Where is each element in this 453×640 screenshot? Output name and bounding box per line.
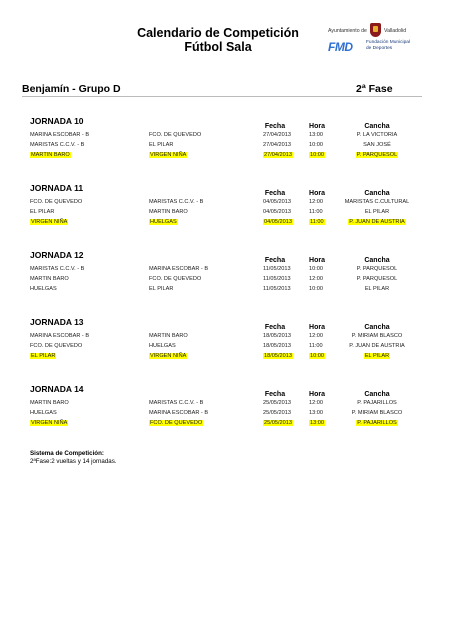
logo-fundacion-line2: de Deportes [366,45,393,51]
match-visitor-team: FCO. DE QUEVEDO [149,276,202,282]
match-venue-cell [322,132,432,138]
match-date: 11/05/2013 [263,266,291,272]
match-venue: P. PARQUESOL [356,276,398,282]
match-local-team: HUELGAS [30,286,57,292]
column-header-hora: Hora [309,324,325,331]
match-date-cell [263,343,291,349]
column-header-hora: Hora [309,257,325,264]
match-visitor-team: HUELGAS [150,219,177,225]
match-visitor-team-cell [149,420,203,426]
match-venue-cell [322,333,432,339]
match-time: 10:00 [309,142,323,148]
header-divider [22,96,422,97]
match-time-cell [309,199,323,205]
match-row [0,286,453,296]
match-local-team: FCO. DE QUEVEDO [30,199,83,205]
match-visitor-team: FCO. DE QUEVEDO [149,132,202,138]
match-venue: P. PAJARILLOS [357,420,397,426]
match-time: 12:00 [309,400,323,406]
crest-icon [370,23,381,37]
match-visitor-team-cell [149,142,173,148]
match-visitor-team: MARINA ESCOBAR - B [149,410,209,416]
match-venue-cell [322,343,432,349]
match-local-team: VIRGEN NIÑA [31,420,68,426]
match-visitor-team: HUELGAS [149,343,176,349]
match-local-team: EL PILAR [31,353,56,359]
match-venue: P. JUAN DE AUSTRIA [349,343,405,349]
group-title: Benjamín - Grupo D [22,83,121,95]
match-visitor-team: MARISTAS C.C.V. - B [149,199,204,205]
match-time-cell [309,142,323,148]
match-date: 27/04/2013 [264,152,292,158]
match-row [0,410,453,420]
match-local-team: MARTIN BARO [30,276,69,282]
match-venue: P. PARQUESOL [356,152,398,158]
match-local-team-cell [30,286,57,292]
match-venue: P. MIRIAM BLASCO [351,333,403,339]
match-date: 27/04/2013 [263,142,291,148]
match-row [0,142,453,152]
match-date-cell [263,276,291,282]
match-venue-cell [322,410,432,416]
sistema-text: 2ªFase:2 vueltas y 14 jornadas. [30,458,117,465]
match-local-team: VIRGEN NIÑA [31,219,68,225]
match-time-cell [309,132,323,138]
match-date: 11/05/2013 [263,286,291,292]
match-date: 11/05/2013 [263,276,291,282]
match-time: 13:00 [309,410,323,416]
match-row [0,420,453,430]
match-date-cell [263,266,291,272]
match-visitor-team-cell [149,276,201,282]
match-date: 04/05/2013 [263,199,291,205]
fmd-logo [328,23,446,57]
match-date-cell [263,353,293,359]
match-visitor-team-cell [149,410,208,416]
match-time-cell [309,343,323,349]
page-title-line2: Fútbol Sala [184,40,252,54]
match-date-cell [263,152,293,158]
match-visitor-team-cell [149,266,208,272]
match-venue: P. LA VICTORIA [356,132,398,138]
match-date-cell [263,286,291,292]
match-visitor-team-cell [149,219,178,225]
match-time: 12:00 [309,333,323,339]
match-time: 11:00 [309,343,323,349]
column-header-fecha: Fecha [264,324,286,331]
match-venue: P. PARQUESOL [356,266,398,272]
column-header-cancha: Cancha [364,324,390,331]
match-time-cell [309,333,323,339]
match-visitor-team: MARTIN BARO [149,209,188,215]
match-venue-cell [322,276,432,282]
match-local-team-cell [30,209,54,215]
match-visitor-team-cell [149,199,203,205]
match-venue-cell [322,219,432,225]
match-local-team-cell [30,132,89,138]
match-date-cell [263,400,291,406]
column-header-fecha: Fecha [264,257,286,264]
match-date-cell [263,219,293,225]
match-visitor-team: EL PILAR [149,286,174,292]
match-local-team: MARTIN BARO [31,152,70,158]
match-date-cell [263,410,291,416]
match-time-cell [309,209,323,215]
match-visitor-team-cell [149,152,187,158]
match-local-team: EL PILAR [30,209,55,215]
match-row [0,219,453,229]
phase-label: 2ª Fase [356,83,393,95]
match-local-team: MARINA ESCOBAR - B [30,333,90,339]
match-row [0,276,453,286]
match-row [0,199,453,209]
match-visitor-team-cell [149,400,203,406]
match-visitor-team-cell [149,343,176,349]
match-visitor-team: EL PILAR [149,142,174,148]
match-venue: P. PAJARILLOS [357,400,397,406]
jornada-title: JORNADA 12 [30,250,84,260]
match-time: 10:00 [309,266,323,272]
column-header-cancha: Cancha [364,123,390,130]
match-venue: EL PILAR [364,286,390,292]
match-visitor-team-cell [149,132,201,138]
match-row [0,266,453,276]
match-venue-cell [322,286,432,292]
jornada-title: JORNADA 14 [30,384,84,394]
match-visitor-team: MARISTAS C.C.V. - B [149,400,204,406]
match-row [0,400,453,410]
match-time-cell [309,276,323,282]
match-local-team: MARISTAS C.C.V. - B [30,142,85,148]
match-local-team-cell [30,219,68,225]
match-time: 10:00 [310,353,324,359]
logo-fmd: FMD [328,40,353,54]
match-visitor-team: MARINA ESCOBAR - B [149,266,209,272]
match-venue-cell [322,266,432,272]
match-date-cell [263,333,291,339]
match-local-team: MARISTAS C.C.V. - B [30,266,85,272]
match-row [0,353,453,363]
match-visitor-team-cell [149,286,173,292]
match-local-team-cell [30,152,71,158]
match-date: 27/04/2013 [263,132,291,138]
column-header-cancha: Cancha [364,190,390,197]
column-header-fecha: Fecha [264,123,286,130]
match-venue-cell [322,353,432,359]
match-row [0,343,453,353]
match-date-cell [263,142,291,148]
match-date-cell [263,199,291,205]
match-local-team-cell [30,199,82,205]
page-title-line1: Calendario de Competición [137,26,299,40]
sistema-label: Sistema de Competición: [30,450,104,457]
column-header-hora: Hora [309,391,325,398]
match-date: 18/05/2013 [264,353,292,359]
match-row [0,132,453,142]
match-date: 25/05/2013 [263,410,291,416]
match-venue: P. MIRIAM BLASCO [351,410,403,416]
match-time-cell [309,266,323,272]
match-time: 11:00 [309,209,323,215]
match-local-team: FCO. DE QUEVEDO [30,343,83,349]
match-venue-cell [322,142,432,148]
match-time: 11:00 [310,219,324,225]
match-local-team: HUELGAS [30,410,57,416]
match-visitor-team-cell [149,333,188,339]
match-time: 10:00 [309,286,323,292]
match-row [0,209,453,219]
match-local-team-cell [30,343,82,349]
match-row [0,152,453,162]
match-time-cell [309,400,323,406]
match-local-team: MARTIN BARO [30,400,69,406]
match-time-cell [309,286,323,292]
sistema-competicion [30,450,117,466]
jornada-title: JORNADA 11 [30,183,84,193]
column-header-hora: Hora [309,123,325,130]
match-time-cell [309,410,323,416]
jornada-title: JORNADA 13 [30,317,84,327]
logo-fundacion-line1: Fundación Municipal [366,40,410,45]
column-header-fecha: Fecha [264,190,286,197]
match-time: 13:00 [310,420,324,426]
logo-ayuntamiento: Ayuntamiento de [328,28,367,34]
match-time: 12:00 [309,199,323,205]
match-local-team-cell [30,400,69,406]
match-local-team-cell [30,266,84,272]
match-time: 13:00 [309,132,323,138]
match-visitor-team: MARTIN BARO [149,333,188,339]
match-venue: SAN JOSÉ [363,142,391,148]
match-date: 18/05/2013 [263,333,291,339]
match-date-cell [263,132,291,138]
match-venue-cell [322,209,432,215]
match-local-team-cell [30,353,56,359]
match-local-team: MARINA ESCOBAR - B [30,132,90,138]
match-venue-cell [322,400,432,406]
match-venue: MARISTAS C.CULTURAL [344,199,410,205]
match-time: 10:00 [310,152,324,158]
match-row [0,333,453,343]
column-header-cancha: Cancha [364,257,390,264]
page-title [118,26,318,54]
match-venue: EL PILAR [364,209,390,215]
match-venue-cell [322,152,432,158]
match-local-team-cell [30,276,69,282]
match-date: 25/05/2013 [264,420,292,426]
logo-valladolid: Valladolid [384,28,407,34]
match-venue-cell [322,199,432,205]
match-date-cell [263,420,293,426]
match-date: 25/05/2013 [263,400,291,406]
match-local-team-cell [30,142,84,148]
logo-fundacion [366,40,410,52]
match-visitor-team: VIRGEN NIÑA [150,353,187,359]
match-time: 12:00 [309,276,323,282]
match-venue-cell [322,420,432,426]
match-local-team-cell [30,333,89,339]
match-date-cell [263,209,291,215]
match-venue: P. JUAN DE AUSTRIA [349,219,405,225]
column-header-fecha: Fecha [264,391,286,398]
match-venue: EL PILAR [364,353,390,359]
match-local-team-cell [30,410,57,416]
match-date: 04/05/2013 [263,209,291,215]
match-visitor-team: VIRGEN NIÑA [150,152,187,158]
column-header-hora: Hora [309,190,325,197]
match-visitor-team-cell [149,209,188,215]
match-date: 18/05/2013 [263,343,291,349]
match-visitor-team-cell [149,353,187,359]
match-date: 04/05/2013 [264,219,292,225]
column-header-cancha: Cancha [364,391,390,398]
jornada-title: JORNADA 10 [30,116,84,126]
match-local-team-cell [30,420,68,426]
match-visitor-team: FCO. DE QUEVEDO [150,420,203,426]
